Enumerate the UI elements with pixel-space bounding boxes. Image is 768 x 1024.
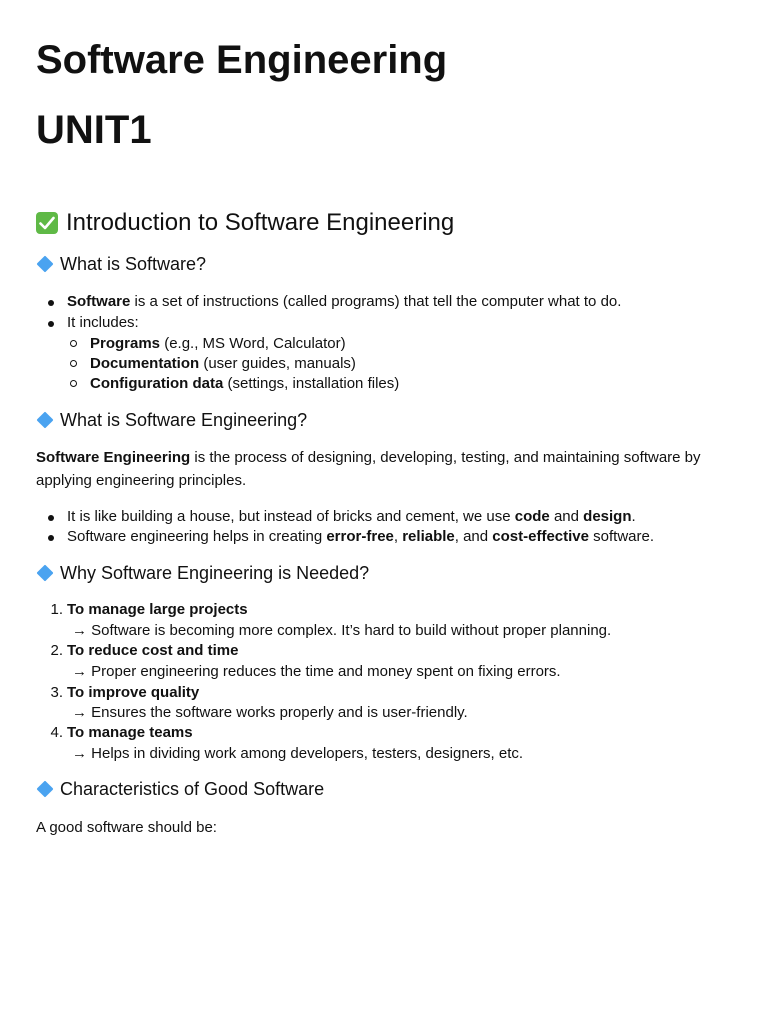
- item-text: and: [549, 508, 584, 525]
- bold-term: Documentation: [90, 355, 200, 372]
- list-item: [67, 507, 636, 527]
- bold-term: Software: [67, 293, 131, 310]
- bold-term: Software Engineering: [36, 449, 191, 466]
- sub-list-item: [90, 334, 346, 354]
- item-text: , and: [454, 528, 493, 545]
- bold-term: error-free: [326, 528, 394, 545]
- numbered-item: [50, 641, 239, 661]
- item-title: To manage teams: [67, 724, 193, 741]
- item-text: .: [631, 508, 636, 525]
- section-heading-intro: [36, 208, 454, 238]
- item-number: 4.: [50, 724, 63, 741]
- item-text: Software engineering helps in creating: [67, 528, 327, 545]
- item-title: To improve quality: [67, 684, 200, 701]
- item-number: 3.: [50, 684, 63, 701]
- subheading-what-is-software: [36, 252, 206, 276]
- item-number: 2.: [50, 642, 63, 659]
- item-detail: → Software is becoming more complex. It’s hard to build without proper planning.: [72, 622, 612, 639]
- item-text: (e.g., MS Word, Calculator): [160, 335, 346, 352]
- blue-diamond-icon: [37, 256, 54, 273]
- numbered-item: [50, 683, 200, 703]
- document-title: Software Engineering: [36, 38, 448, 82]
- list-item: [67, 313, 139, 333]
- check-mark-icon: [36, 212, 58, 234]
- subheading-text: Characteristics of Good Software: [60, 779, 325, 799]
- numbered-item: [50, 600, 248, 620]
- item-detail: → Proper engineering reduces the time and money spent on fixing errors.: [72, 663, 561, 680]
- item-detail: → Ensures the software works properly and is user-friendly.: [72, 704, 468, 721]
- item-text: is a set of instructions (called programs) that tell the computer what to do.: [130, 293, 622, 310]
- item-title: To reduce cost and time: [67, 642, 239, 659]
- bold-term: code: [514, 508, 550, 525]
- numbered-item: [50, 723, 193, 743]
- item-text: It is like building a house, but instead of bricks and cement, we use: [67, 508, 515, 525]
- subheading-why-needed: [36, 561, 369, 585]
- item-text: software.: [588, 528, 655, 545]
- bold-term: Programs: [90, 335, 161, 352]
- bold-term: cost-effective: [492, 528, 589, 545]
- subheading-text: What is Software Engineering?: [60, 410, 308, 430]
- blue-diamond-icon: [37, 412, 54, 429]
- paragraph-text: is the process of designing, developing, testing, and maintaining software by applying engineering principles.: [36, 449, 701, 489]
- item-text: (settings, installation files): [223, 375, 400, 392]
- bold-term: design: [583, 508, 632, 525]
- item-number: 1.: [50, 601, 63, 618]
- section-heading-intro-text: Introduction to Software Engineering: [66, 209, 455, 236]
- subheading-text: What is Software?: [60, 254, 207, 274]
- subheading-text: Why Software Engineering is Needed?: [60, 563, 370, 583]
- sub-list-item: [90, 354, 356, 374]
- bold-term: Configuration data: [90, 375, 224, 392]
- sub-list-item: [90, 374, 399, 394]
- item-title: To manage large projects: [67, 601, 248, 618]
- list-item: [67, 292, 621, 312]
- blue-diamond-icon: [37, 565, 54, 582]
- item-text: ,: [393, 528, 403, 545]
- subheading-what-is-se: [36, 408, 307, 432]
- subheading-characteristics: [36, 777, 324, 801]
- paragraph: [36, 446, 716, 492]
- item-text: It includes:: [67, 314, 139, 331]
- item-detail: → Helps in dividing work among developers, testers, designers, etc.: [72, 745, 524, 762]
- unit-title: UNIT1: [36, 108, 152, 152]
- blue-diamond-icon: [37, 781, 54, 798]
- bold-term: reliable: [402, 528, 455, 545]
- item-text: (user guides, manuals): [199, 355, 356, 372]
- paragraph: A good software should be:: [36, 819, 217, 836]
- list-item: [67, 527, 654, 547]
